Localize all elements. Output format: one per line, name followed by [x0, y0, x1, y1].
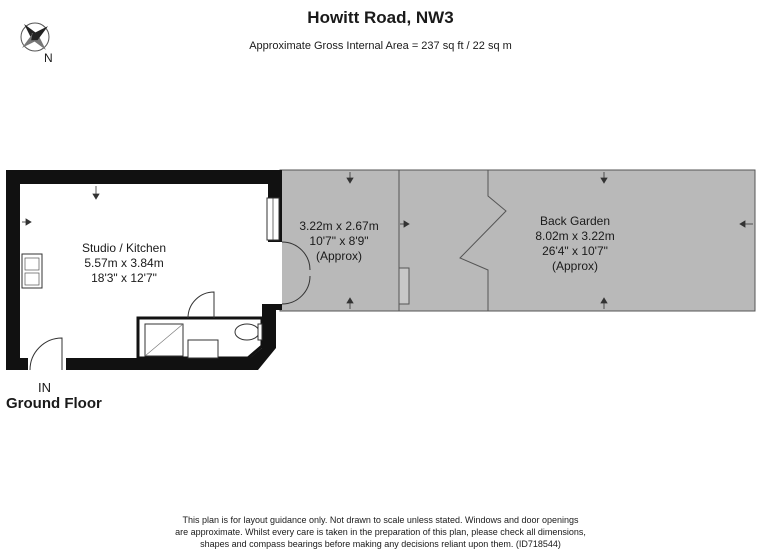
studio-name: Studio / Kitchen	[81, 241, 167, 255]
garden-post	[399, 268, 409, 304]
studio-metric: 5.57m x 3.84m	[84, 256, 164, 270]
patio-imperial: 10'7" x 8'9"	[309, 234, 369, 248]
entrance-label: IN	[38, 380, 51, 395]
plan-title: Howitt Road, NW3	[307, 8, 454, 27]
garden-imperial: 26'4" x 10'7"	[542, 244, 608, 258]
studio-imperial: 18'3" x 12'7"	[91, 271, 157, 285]
toilet	[235, 324, 259, 340]
basin	[188, 340, 218, 358]
garden-note: (Approx)	[551, 259, 599, 273]
patio-door-opening	[268, 242, 282, 304]
area-summary: Approximate Gross Internal Area = 237 sq ft / 22 sq m	[249, 40, 512, 52]
patio-note: (Approx)	[315, 249, 363, 263]
floor-label: Ground Floor	[6, 395, 102, 412]
disclaimer-line-3: shapes and compass bearings before making any decisions reliant upon them. (ID718544)	[200, 539, 561, 549]
patio-metric: 3.22m x 2.67m	[299, 219, 379, 233]
compass-north-label: N	[44, 51, 53, 65]
garden-metric: 8.02m x 3.22m	[535, 229, 615, 243]
disclaimer-line-2: are approximate. Whilst every care is taken in the preparation of this plan, please check all dimensions,	[175, 527, 586, 537]
disclaimer-line-1: This plan is for layout guidance only. Not drawn to scale unless stated. Windows and door openings	[182, 515, 579, 525]
disclaimer	[0, 514, 761, 550]
garden-name: Back Garden	[539, 214, 611, 228]
